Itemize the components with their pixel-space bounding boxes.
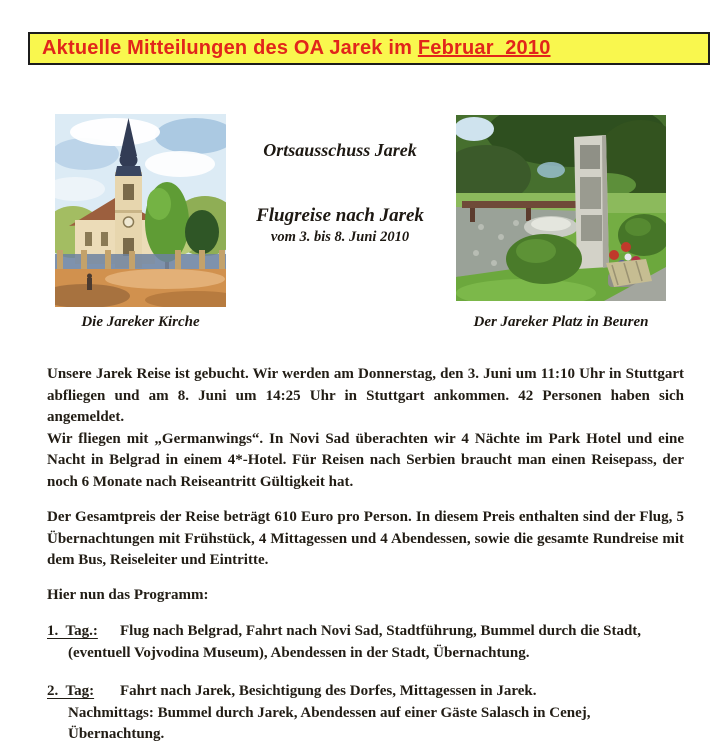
- program-day-2-line-1: 2. Tag: Fahrt nach Jarek, Besichtigung des Dorfes, Mittagessen in Jarek.: [47, 681, 684, 703]
- church-watercolor-image: [55, 114, 226, 307]
- paragraph-booking: Unsere Jarek Reise ist gebucht. Wir werden am Donnerstag, den 3. Juni um 11:10 Uhr in Stuttgart abfliegen und am 8. Juni um 14:25 Uhr in Stuttgart ankommen. 42 Personen haben sich angemeldet.: [47, 366, 684, 425]
- church-watercolor-art: [55, 114, 226, 307]
- left-image-caption: Die Jareker Kirche: [81, 314, 200, 330]
- memorial-photo-art: [456, 115, 666, 301]
- masthead-headings: [222, 140, 458, 245]
- memorial-photo-image: [456, 115, 666, 301]
- program-heading: Hier nun das Programm:: [47, 586, 209, 603]
- trip-dates: vom 3. bis 8. Juni 2010: [270, 229, 410, 245]
- banner-text: Aktuelle Mitteilungen des OA Jarek im: [42, 37, 418, 59]
- program-day-2-label: 2. Tag:: [47, 683, 95, 699]
- program-day-1: [47, 621, 684, 664]
- program-day-2-line-3: Übernachtung.: [68, 726, 165, 742]
- banner-date-underlined: Februar 2010: [417, 37, 551, 59]
- program-day-1-label: 1. Tag.:: [47, 623, 98, 639]
- newsletter-title-banner: [28, 32, 710, 65]
- paragraph-price: Der Gesamtpreis der Reise beträgt 610 Euro pro Person. In diesem Preis enthalten sind der Flug, 5 Übernachtungen mit Frühstück, 4 Mittagessen und 4 Abendessen, sowie die gesamte Rundreise mit dem Bus, Reiseleiter und Eintritte.: [47, 509, 684, 568]
- newsletter-body: [47, 364, 684, 746]
- program-day-1-line-1: 1. Tag.: Flug nach Belgrad, Fahrt nach Novi Sad, Stadtführung, Bummel durch die Stadt,: [47, 621, 684, 643]
- program-day-1-line-2: (eventuell Vojvodina Museum), Abendessen in der Stadt, Übernachtung.: [68, 644, 530, 661]
- program-day-2: [47, 681, 684, 746]
- program-day-2-line-2: Nachmittags: Bummel durch Jarek, Abendessen auf einer Gäste Salasch in Cenej,: [68, 704, 591, 721]
- org-title: Ortsausschuss Jarek: [263, 140, 417, 160]
- right-image-caption: Der Jareker Platz in Beuren: [473, 314, 649, 330]
- trip-title: Flugreise nach Jarek: [256, 205, 424, 226]
- paragraph-flight-hotels: Wir fliegen mit „Germanwings“. In Novi Sad überachten wir 4 Nächte im Park Hotel und eine Nacht in Belgrad in einem 4*-Hotel. Für Reisen nach Serbien braucht man einen Reisepass, der noch 6 Monate nach Reiseantritt Gültigkeit hat.: [47, 430, 684, 490]
